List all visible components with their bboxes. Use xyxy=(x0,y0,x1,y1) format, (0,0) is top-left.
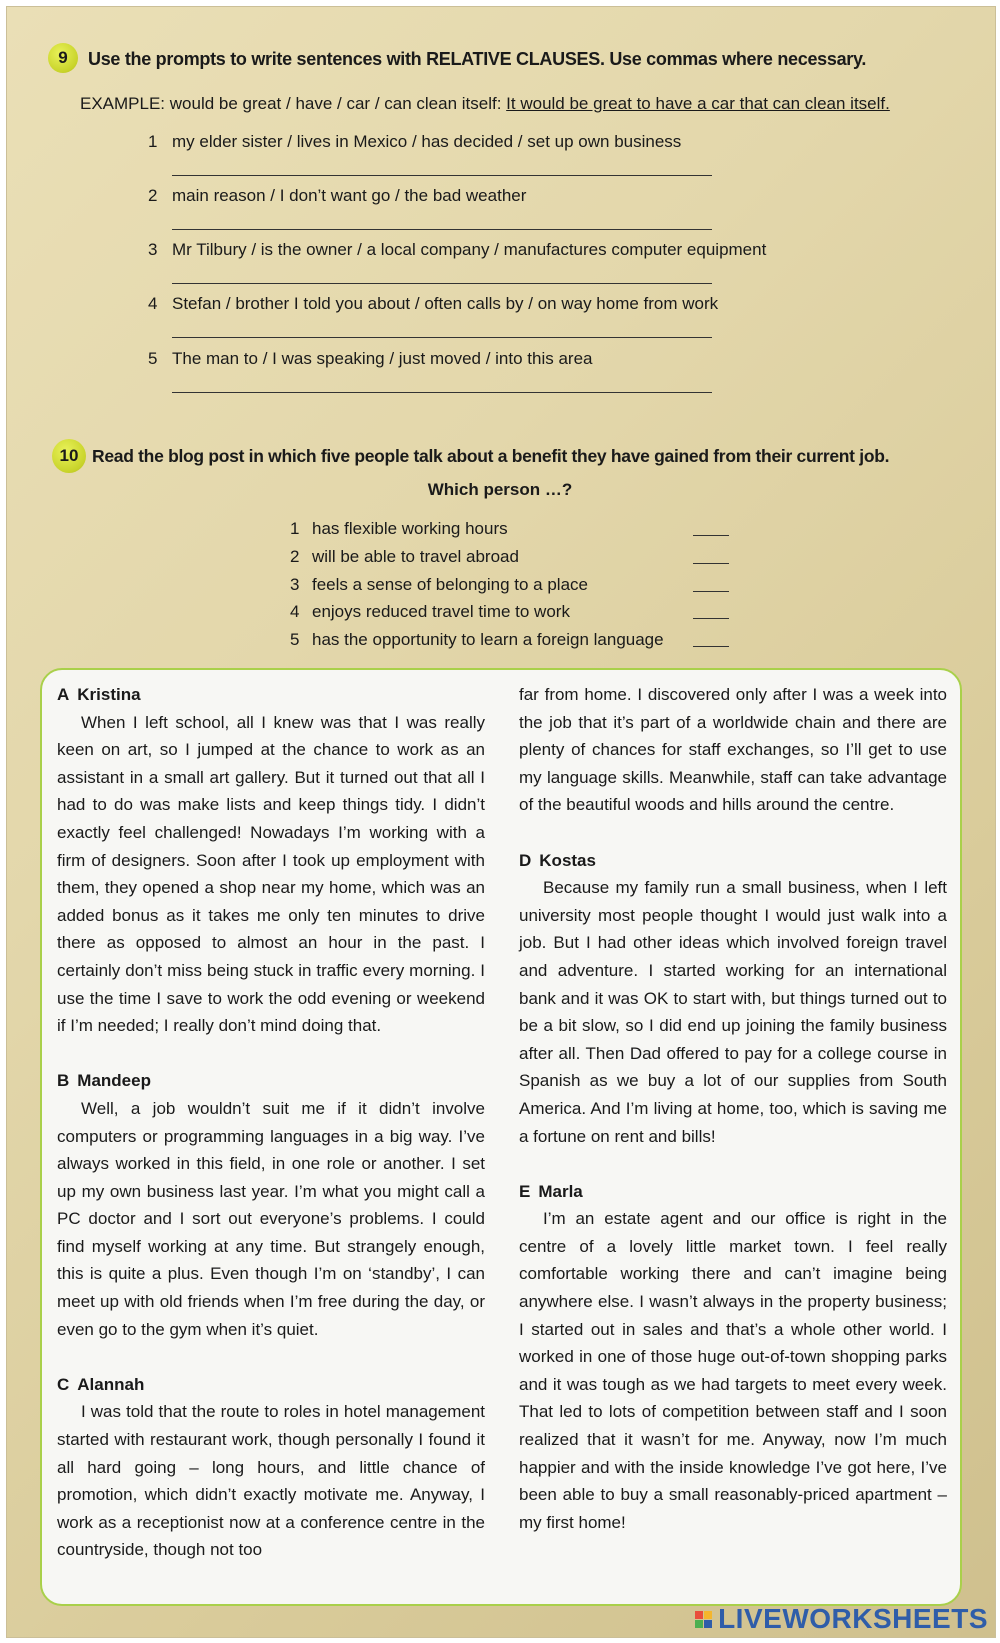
blog-column-left xyxy=(57,681,485,1592)
liveworksheets-logo xyxy=(695,1603,988,1635)
person-b-text: Well, a job wouldn’t suit me if it didn’t involve computers or programming languages in a big way. I’ve always worked in this field, in one role or another. I set up my own business last year. I’m what you might call a PC doctor and I sort out everyone’s problems. I could find myself working at any time. But strangely enough, this is quite a plus. Even though I’m on ‘standby’, I can meet up with old friends when I’m free during the day, or even go to the gym when it’s quiet. xyxy=(57,1098,485,1339)
person-d-name: D Kostas xyxy=(519,850,596,870)
prompt-item: 1 my elder sister / lives in Mexico / has decided / set up own business xyxy=(148,132,682,151)
person-c-name: C Alannah xyxy=(57,1374,145,1394)
question-item: 4 enjoys reduced travel time to work xyxy=(290,602,570,621)
person-a-text: When I left school, all I knew was that I was really keen on art, so I jumped at the chance to work as an assistant in a small art gallery. But it turned out that all I had to do was make lists and keep things tidy. I didn’t exactly feel challenged! Nowadays I’m working with a firm of designers. Soon after I took up employment with them, they opened a shop near my home, which was an added bonus as it takes me only ten minutes to drive there as opposed to almost an hour in the past. I certainly don’t miss being stuck in traffic every morning. I use the time I save to work the odd evening or weekend if I’m needed; I really don’t mind doing that. xyxy=(57,712,485,1036)
example-answer: It would be great to have a car that can clean itself. xyxy=(506,94,890,113)
question-item: 2 will be able to travel abroad xyxy=(290,547,519,566)
answer-line-4[interactable] xyxy=(172,336,712,338)
logo-mark-icon xyxy=(695,1611,712,1628)
answer-line-2[interactable] xyxy=(172,228,712,230)
answer-blank-3[interactable] xyxy=(693,591,729,592)
person-a-name: A Kristina xyxy=(57,685,141,704)
logo-text: LIVEWORKSHEETS xyxy=(718,1603,988,1634)
blog-column-right xyxy=(519,681,947,1564)
question-item: 1 has flexible working hours xyxy=(290,519,508,538)
person-d-text: Because my family run a small business, when I left university most people thought I would just walk into a job. But I had other ideas which involved foreign travel and adventure. I started working for an international bank and it was OK to start with, but things turned out to be a bit slow, so I did end up joining the family business after all. Then Dad offered to pay for a college course in Spanish as we buy a lot of our supplies from South America. And I’m living at home, too, which is saving me a fortune on rent and bills! xyxy=(519,878,947,1146)
answer-line-5[interactable] xyxy=(172,391,712,393)
exercise-9-badge: 9 xyxy=(48,43,78,73)
person-e-text: I’m an estate agent and our office is right in the centre of a lovely little market town. I feel really comfortable working there and can’t imagine being anywhere else. I wasn’t always in the property business; I started out in sales and that’s a whole other world. I worked in one of those huge out-of-town shopping parks and it was tough as we had targets to meet every week. That led to lots of competition between staff and I soon realized that it wasn’t for me. Anyway, now I’m much happier and with the inside knowledge I’ve got here, I’ve been able to buy a small reasonably-priced apartment – my first home! xyxy=(519,1209,947,1532)
prompt-item: 2 main reason / I don’t want go / the bad weather xyxy=(148,186,527,205)
answer-blank-1[interactable] xyxy=(693,535,729,536)
exercise-9-instruction: Use the prompts to write sentences with RELATIVE CLAUSES. Use commas where necessary. xyxy=(88,49,867,69)
prompt-item: 3 Mr Tilbury / is the owner / a local company / manufactures computer equipment xyxy=(148,240,767,259)
answer-blank-5[interactable] xyxy=(693,646,729,647)
question-item: 5 has the opportunity to learn a foreign language xyxy=(290,630,664,649)
prompt-item: 5 The man to / I was speaking / just moved / into this area xyxy=(148,349,593,368)
exercise-10-badge: 10 xyxy=(52,439,86,473)
person-c-text-part2: far from home. I discovered only after I was a week into the job that it’s part of a worldwide chain and there are plenty of chances for staff exchanges, so I’ll get to use my language skills. Meanwhile, staff can take advantage of the beautiful woods and hills around the centre. xyxy=(519,685,947,815)
exercise-9-example xyxy=(80,94,890,114)
answer-line-1[interactable] xyxy=(172,174,712,176)
which-person-heading: Which person …? xyxy=(427,480,573,499)
question-item: 3 feels a sense of belonging to a place xyxy=(290,575,588,594)
exercise-10-instruction: Read the blog post in which five people talk about a benefit they have gained from their current job. xyxy=(92,446,890,466)
answer-blank-4[interactable] xyxy=(693,618,729,619)
example-prompt: EXAMPLE: would be great / have / car / can clean itself: xyxy=(80,94,507,113)
answer-blank-2[interactable] xyxy=(693,563,729,564)
prompt-item: 4 Stefan / brother I told you about / often calls by / on way home from work xyxy=(148,294,719,313)
person-e-name: E Marla xyxy=(519,1181,583,1201)
answer-line-3[interactable] xyxy=(172,282,712,284)
person-b-name: B Mandeep xyxy=(57,1071,151,1091)
person-c-text-part1: I was told that the route to roles in hotel management started with restaurant work, though personally I found it all hard going – long hours, and little chance of promotion, which didn’t exactly motivate me. Anyway, I work as a receptionist now at a conference centre in the countryside, though not too xyxy=(57,1402,485,1560)
